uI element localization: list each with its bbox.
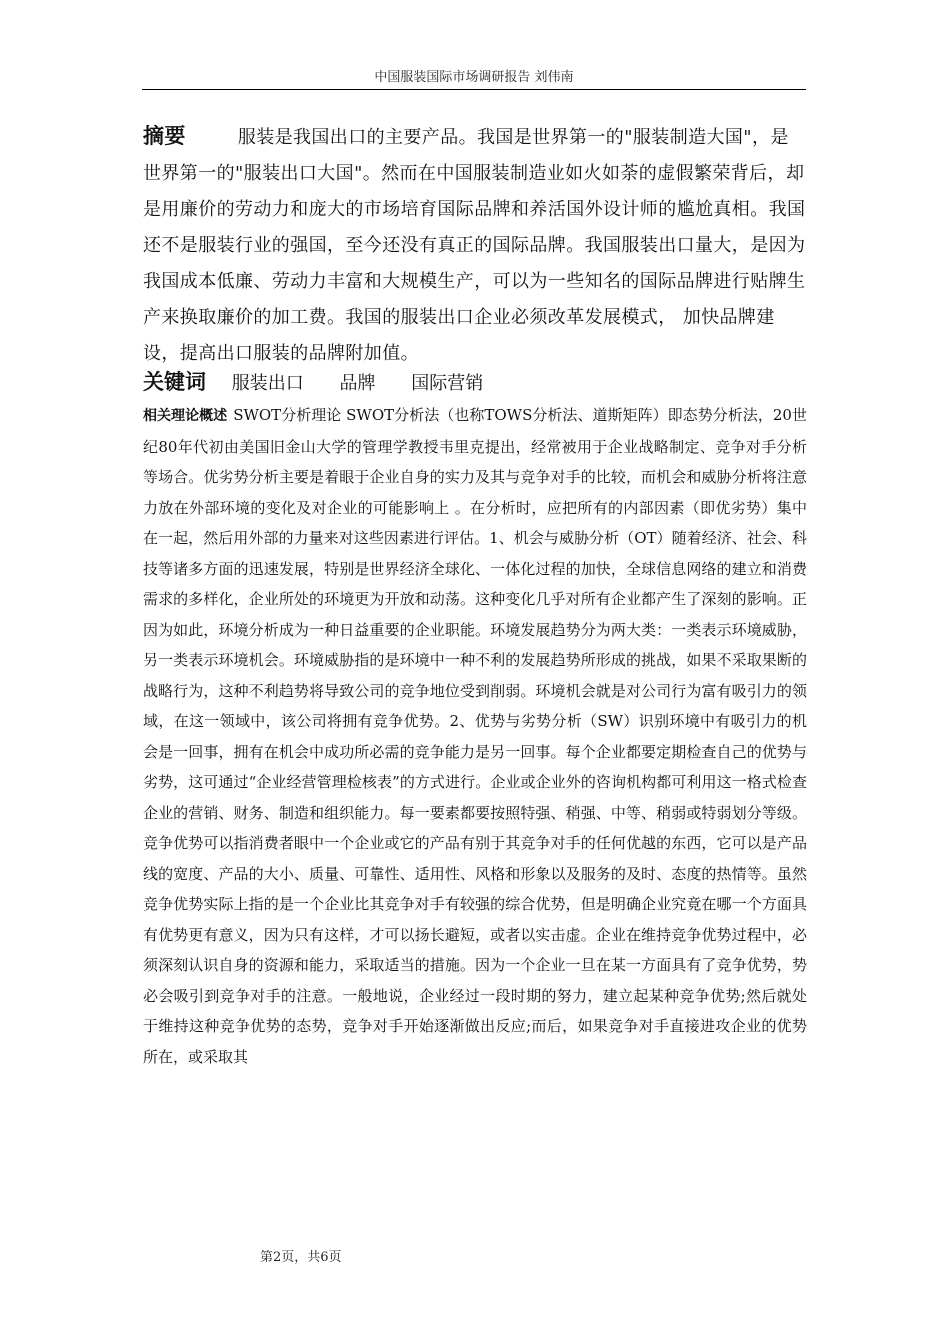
abstract-paragraph	[143, 118, 807, 372]
theory-paragraph	[143, 400, 807, 1072]
abstract-label: 摘要	[143, 124, 186, 148]
keyword-item: 品牌	[339, 373, 376, 394]
page-number: 第2页，共6页	[260, 1250, 342, 1265]
keyword-item: 服装出口	[231, 373, 304, 394]
theory-text: SWOT分析理论 SWOT分析法（也称TOWS分析法、道斯矩阵）即态势分析法，20世纪80年代初由美国旧金山大学的管理学教授韦里克提出，经常被用于企业战略制定、竞争对手分析等场合。优劣势分析主要是着眼于企业自身的实力及其与竞争对手的比较，而机会和威胁分析将注意力放在外部环境的变化及对企业的可能影响上 。在分析时，应把所有的内部因素（即优劣势）集中在一起，然后用外部的力量来对这些因素进行评估。1、机会与威胁分析（OT）随着经济、社会、科技等诸多方面的迅速发展，特别是世界经济全球化、一体化过程的加快，全球信息网络的建立和消费需求的多样化，企业所处的环境更为开放和动荡。这种变化几乎对所有企业都产生了深刻的影响。正因为如此，环境分析成为一种日益重要的企业职能。环境发展趋势分为两大类：一类表示环境威胁，另一类表示环境机会。环境威胁指的是环境中一种不利的发展趋势所形成的挑战，如果不采取果断的战略行为，这种不利趋势将导致公司的竞争地位受到削弱。环境机会就是对公司行为富有吸引力的领域，在这一领域中，该公司将拥有竞争优势。2、优势与劣势分析（SW）识别环境中有吸引力的机会是一回事，拥有在机会中成功所必需的竞争能力是另一回事。每个企业都要定期检查自己的优势与劣势，这可通过“企业经营管理检核表”的方式进行。企业或企业外的咨询机构都可利用这一格式检查企业的营销、财务、制造和组织能力。每一要素都要按照特强、稍强、中等、稍弱或特弱划分等级。 竞争优势可以指消费者眼中一个企业或它的产品有别于其竞争对手的任何优越的东西，它可以是产品线的宽度、产品的大小、质量、可靠性、适用性、风格和形象以及服务的及时、态度的热情等。虽然竞争优势实际上指的是一个企业比其竞争对手有较强的综合优势，但是明确企业究竟在哪一个方面具有优势更有意义，因为只有这样，才可以扬长避短，或者以实击虚。企业在维持竞争优势过程中，必须深刻认识自身的资源和能力，采取适当的措施。因为一个企业一旦在某一方面具有了竞争优势，势必会吸引到竞争对手的注意。一般地说，企业经过一段时期的努力，建立起某种竞争优势;然后就处于维持这种竞争优势的态势，竞争对手开始逐渐做出反应;而后，如果竞争对手直接进攻企业的优势所在，或采取其	[143, 406, 807, 1066]
keywords-line	[143, 366, 807, 400]
header-title: 中国服装国际市场调研报告 刘伟南	[374, 70, 574, 85]
theory-label: 相关理论概述	[143, 408, 228, 424]
page-footer	[142, 1246, 342, 1265]
page-header	[142, 66, 806, 90]
keyword-item: 国际营销	[411, 373, 484, 394]
abstract-text: 服装是我国出口的主要产品。我国是世界第一的"服装制造大国"，是世界第一的"服装出口大国"。然而在中国服装制造业如火如荼的虚假繁荣背后，却是用廉价的劳动力和庞大的市场培育国际品牌和养活国外设计师的尴尬真相。我国还不是服装行业的强国，至今还没有真正的国际品牌。我国服装出口量大，是因为我国成本低廉、劳动力丰富和大规模生产，可以为一些知名的国际品牌进行贴牌生产来换取廉价的加工费。我国的服装出口企业必须改革发展模式， 加快品牌建设，提高出口服装的品牌附加值。	[143, 127, 806, 364]
keywords-label: 关键词	[143, 370, 206, 394]
